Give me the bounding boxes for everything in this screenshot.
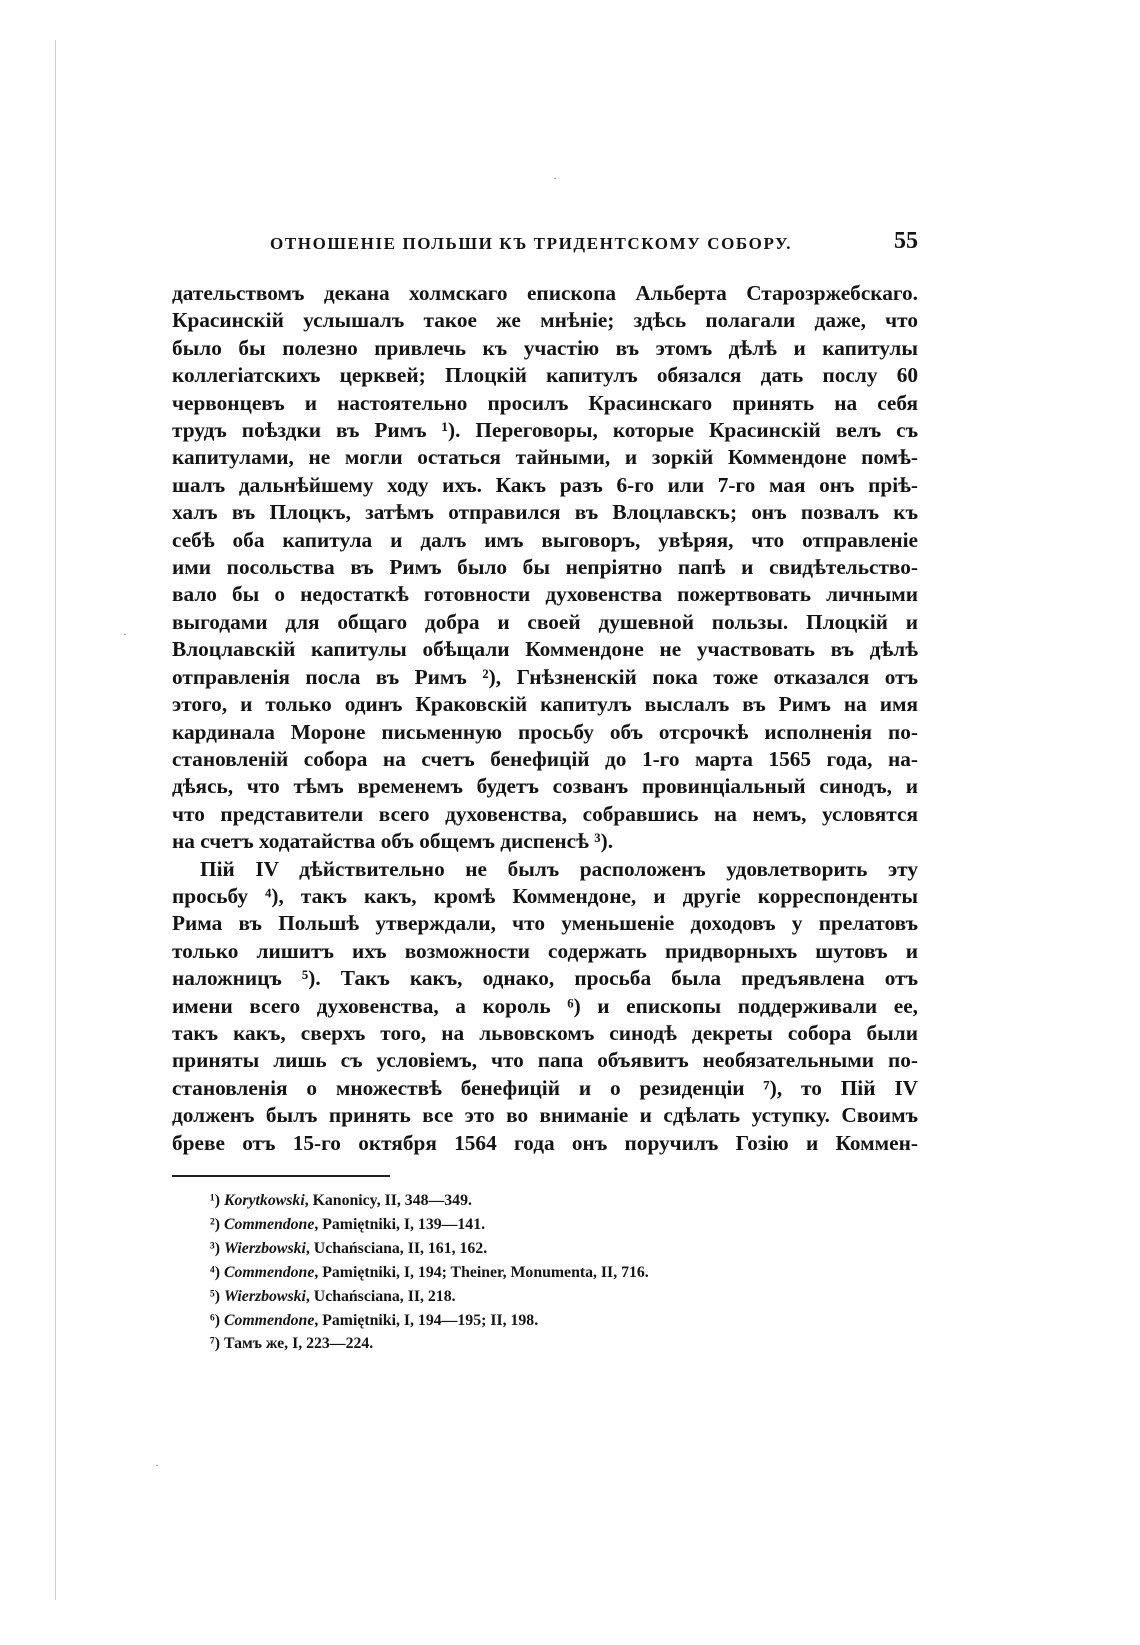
footnote [210, 1213, 918, 1237]
text-line: коллегіатскихъ церквей; Плоцкій капитулъ обязался дать послу 60 [172, 363, 918, 388]
page-number: 55 [894, 228, 918, 254]
text-line: что представители всего духовенства, собравшись на немъ, условятся [172, 801, 918, 826]
text-line: просьбу ⁴), такъ какъ, кромѣ Коммендоне, и другіе корреспонденты [172, 883, 918, 908]
footnote-reference: , Uchańsciana, II, 161, 162. [305, 1239, 488, 1257]
text-line: капитулами, не могли остаться тайными, и зоркій Коммендоне помѣ- [172, 445, 918, 470]
scan-speck: · [155, 1458, 159, 1472]
footnote-author: Commendone [223, 1215, 315, 1233]
text-line: только лишитъ ихъ возможности содержать придворныхъ шутовъ и [172, 938, 918, 963]
text-line: халъ въ Плоцкъ, затѣмъ отправился въ Влоцлавскъ; онъ позвалъ къ [172, 500, 918, 525]
text-line: имени всего духовенства, а король ⁶) и епископы поддерживали ее, [172, 993, 918, 1018]
scan-speck: · [123, 627, 127, 641]
text-line: бреве отъ 15-го октября 1564 года онъ поручилъ Гозію и Коммен- [172, 1130, 918, 1155]
text-line: ими посольства въ Римъ было бы непріятно папѣ и свидѣтельство- [172, 555, 918, 580]
text-line: долженъ былъ принять все это во вниманіе и сдѣлать уступку. Своимъ [172, 1103, 918, 1128]
text-line: становленія о множествѣ бенефицій и о резиденціи ⁷), то Пій IV [172, 1075, 918, 1100]
main-text [172, 280, 918, 1157]
footnote-divider [172, 1175, 390, 1177]
footnote [210, 1309, 918, 1333]
text-line: отправленія посла въ Римъ ²), Гнѣзненскій пока тоже отказался отъ [172, 664, 918, 689]
text-line: становленій собора на счетъ бенефицій до 1-го марта 1565 года, на- [172, 746, 918, 771]
footnote-mark: ⁷) [210, 1335, 220, 1353]
text-line: червонцевъ и настоятельно просилъ Красинскаго принять на себя [172, 390, 918, 415]
scan-edge-line-left [55, 40, 56, 1600]
text-line: наложницъ ⁵). Такъ какъ, однако, просьба была предъявлена отъ [172, 966, 918, 991]
text-line: дательствомъ декана холмскаго епископа Альберта Старозржебскаго. [172, 281, 918, 305]
footnote-mark: ⁴) [210, 1263, 220, 1281]
footnote-reference: , Uchańsciana, II, 218. [305, 1287, 456, 1305]
text-line: вало бы о недостаткѣ готовности духовенства пожертвовать личными [172, 582, 918, 607]
footnote-author: Wierzbowski [223, 1239, 306, 1257]
text-line: приняты лишь съ условіемъ, что папа объявитъ необязательными по- [172, 1048, 918, 1073]
text-line: Влоцлавскій капитулы обѣщали Коммендоне не участвовать въ дѣлѣ [172, 637, 918, 662]
footnote-author: Wierzbowski [223, 1287, 306, 1305]
footnote [210, 1261, 918, 1285]
text-line: шалъ дальнѣйшему ходу ихъ. Какъ разъ 6-го или 7-го мая онъ пріѣ- [172, 472, 918, 497]
text-line: было бы полезно привлечь къ участію въ этомъ дѣлѣ и капитулы [172, 335, 918, 360]
book-page [172, 228, 918, 1356]
text-line: себѣ оба капитула и далъ имъ выговоръ, увѣряя, что отправленіе [172, 527, 918, 552]
scan-speck: · [553, 171, 557, 185]
text-line: выгодами для общаго добра и своей душевной пользы. Плоцкій и [172, 609, 918, 634]
text-line: Красинскій услышалъ такое же мнѣніе; здѣсь полагали даже, что [172, 308, 918, 333]
footnote-reference: Тамъ же, I, 223—224. [223, 1335, 374, 1353]
text-line: трудъ поѣздки въ Римъ ¹). Переговоры, которые Красинскій велъ съ [172, 418, 918, 443]
text-line: Рима въ Польшѣ утверждали, что уменьшеніе доходовъ у прелатовъ [172, 911, 918, 936]
footnote-author: Korytkowski [223, 1192, 305, 1209]
running-head [172, 228, 918, 262]
footnote [210, 1332, 918, 1356]
footnote-author: Commendone [223, 1311, 315, 1329]
footnote-reference: , Pamiętniki, I, 139—141. [314, 1215, 486, 1233]
footnote-mark: ²) [210, 1215, 220, 1233]
running-title: ОТНОШЕНІЕ ПОЛЬШИ КЪ ТРИДЕНТСКОМУ СОБОРУ. [270, 234, 793, 253]
text-line: этого, и только одинъ Краковскій капитулъ выслалъ въ Римъ на имя [172, 692, 918, 717]
text-line: Пій IV дѣйствительно не былъ расположенъ удовлетворить эту [200, 856, 918, 881]
footnote [210, 1189, 918, 1213]
text-line: такъ какъ, сверхъ того, на львовскомъ синодѣ декреты собора были [172, 1020, 918, 1045]
footnote-mark: ¹) [210, 1192, 220, 1209]
text-line: дѣясь, что тѣмъ временемъ будетъ созванъ провинціальный синодъ, и [172, 774, 918, 799]
footnote-mark: ⁵) [210, 1287, 220, 1305]
footnote [210, 1285, 918, 1309]
footnote [210, 1237, 918, 1261]
footnote-reference: , Pamiętniki, I, 194; Theiner, Monumenta, II, 716. [314, 1263, 649, 1281]
text-line: на счетъ ходатайства объ общемъ диспенсѣ ³). [172, 829, 614, 854]
footnote-author: Commendone [223, 1263, 315, 1281]
footnote-reference: , Pamiętniki, I, 194—195; II, 198. [314, 1311, 539, 1329]
footnotes [210, 1189, 918, 1356]
footnote-reference: , Kanonicy, II, 348—349. [304, 1192, 472, 1209]
footnote-mark: ³) [210, 1239, 220, 1257]
footnote-mark: ⁶) [210, 1311, 220, 1329]
text-line: кардинала Мороне письменную просьбу объ отсрочкѣ исполненія по- [172, 719, 918, 744]
